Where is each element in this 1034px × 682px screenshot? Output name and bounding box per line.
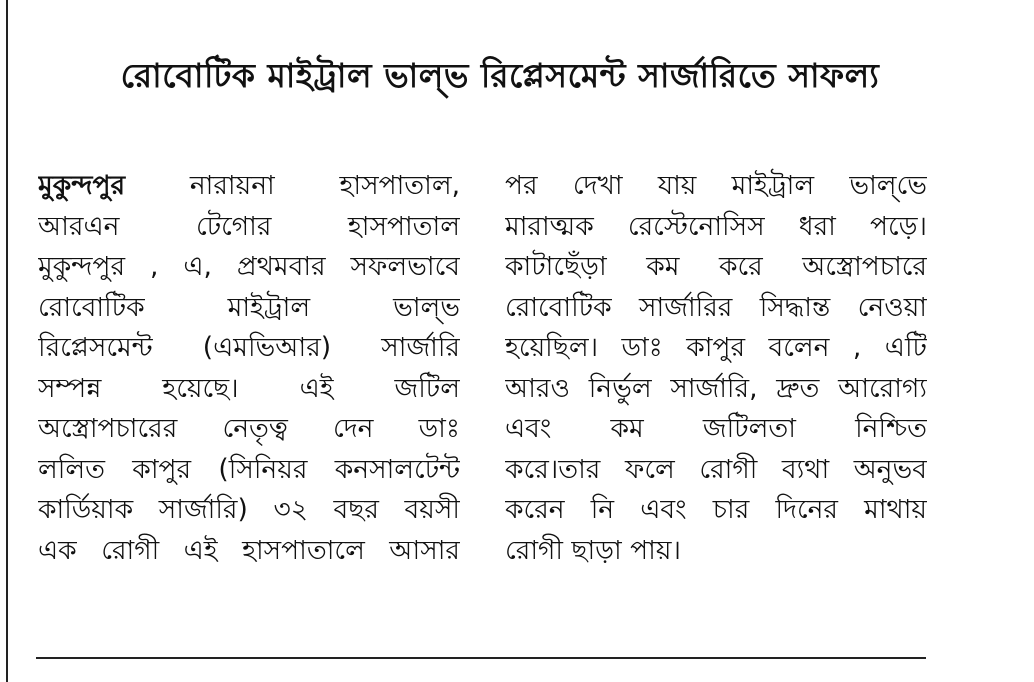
article-line: করে।তার ফলে রোগী ব্যথা অনুভব — [505, 453, 927, 485]
article-line: রিপ্লেসমেন্ট (এমভিআর) সার্জারি — [38, 332, 460, 363]
article-line: মুকুন্দপুর , এ, প্রথমবার সফলভাবে — [38, 251, 460, 282]
article-line: রোবোটিক সার্জারির সিদ্ধান্ত নেওয়া — [505, 291, 927, 323]
article-line: এবং কম জটিলতা নিশ্চিত — [505, 413, 927, 444]
article-line: পর দেখা যায় মাইট্রাল ভাল্‌ভে — [505, 170, 927, 201]
article-column-right — [505, 166, 927, 571]
article-line: ললিত কাপুর (সিনিয়র কনসালটেন্ট — [38, 453, 460, 485]
article-line: হয়েছিল। ডাঃ কাপুর বলেন , এটি — [505, 332, 927, 363]
article-line: মারাত্মক রেস্টেনোসিস ধরা পড়ে। — [505, 210, 927, 242]
article-line: কার্ডিয়াক সার্জারি) ৩২ বছর বয়সী — [38, 494, 460, 525]
article-headline: রোবোটিক মাইট্রাল ভাল্‌ভ রিপ্লেসমেন্ট সার্জারিতে সাফল্য — [120, 56, 880, 95]
article-line: আরও নির্ভুল সার্জারি, দ্রুত আরোগ্য — [505, 372, 927, 404]
article-line-text: নারায়না হাসপাতাল, — [125, 170, 460, 201]
article-line: কাটাছেঁড়া কম করে অস্ত্রোপচারে — [505, 251, 927, 282]
article-line: করেন নি এবং চার দিনের মাথায় — [505, 494, 927, 525]
article-line: রোগী ছাড়া পায়। — [505, 534, 681, 566]
article-dateline: মুকুন্দপুর — [38, 170, 126, 201]
article-line: সম্পন্ন হয়েছে। এই জটিল — [38, 372, 460, 404]
article-line — [38, 166, 460, 207]
article-line: এক রোগী এই হাসপাতালে আসার — [38, 534, 460, 566]
article-column-left — [38, 166, 460, 571]
article-bottom-divider — [36, 657, 926, 659]
article-line: রোবোটিক মাইট্রাল ভাল্‌ভ — [38, 291, 460, 323]
article-line: অস্ত্রোপচারের নেতৃত্ব দেন ডাঃ — [38, 413, 460, 444]
article-line: আরএন টেগোর হাসপাতাল — [38, 210, 460, 242]
page-left-border — [6, 0, 8, 682]
